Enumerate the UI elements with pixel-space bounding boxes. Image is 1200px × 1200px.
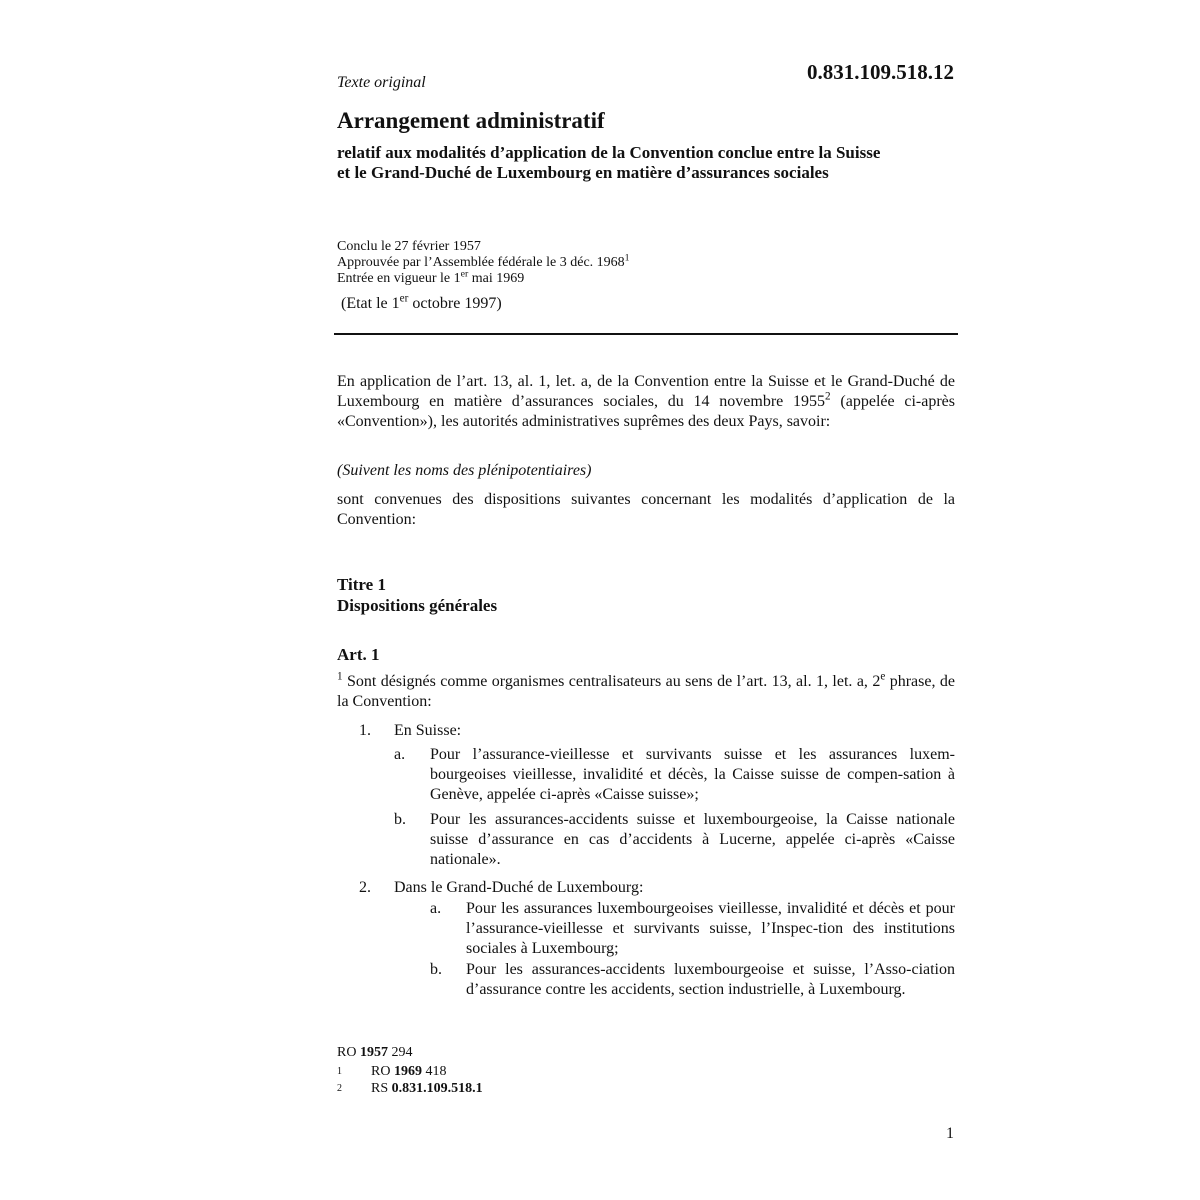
sub-item-letter: b.: [430, 961, 442, 978]
sub-item-text: Pour les assurances-accidents luxembourgeoise et suisse, l’Asso-ciation d’assurance contre les accidents, section industrielle, à Luxembourg.: [466, 961, 955, 998]
list-item-number: 1.: [359, 722, 371, 739]
article-heading: Art. 1: [337, 645, 380, 664]
footnote-mark: 1: [337, 1066, 342, 1077]
document-title: Arrangement administratif: [337, 108, 605, 133]
closing-paragraph: sont convenues des dispositions suivantes concernant les modalités d’application de la Convention:: [337, 491, 955, 528]
status-date: (Etat le 1er octobre 1997): [341, 292, 502, 312]
list-item-label: En Suisse:: [394, 722, 462, 739]
dates-block: [337, 239, 630, 287]
list-item-label: Dans le Grand-Duché de Luxembourg:: [394, 879, 644, 896]
intro-paragraph: En application de l’art. 13, al. 1, let. a, de la Convention entre la Suisse et le Grand-Duché de Luxembourg en matière d’assurances sociales, du 14 novembre 1955$^2$ (appelée ci-après «Convention»), les autorités administratives suprêmes des deux Pays, savoir:: [337, 373, 956, 430]
article-paragraph: $^1$ Sont désignés comme organismes centralisateurs au sens de l’art. 13, al. 1, let. a, 2e phrase, de la Convention:: [337, 670, 955, 710]
sub-item-text: Pour les assurances luxembourgeoises vieillesse, invalidité et décès et pour l’assurance-vieillesse et survivants suisse, l’Inspec-tion des institutions sociales à Luxembourg;: [466, 900, 955, 957]
list-item-number: 2.: [359, 879, 371, 896]
footnote-ref: 1: [624, 252, 630, 264]
official-collection-reference: RO 1957 294: [337, 1045, 413, 1060]
entry-into-force-date: Entrée en vigueur le 1er mai 1969: [337, 268, 525, 286]
horizontal-divider: [334, 333, 958, 335]
footnote-mark: 2: [337, 1083, 342, 1094]
sub-item-letter: a.: [394, 746, 406, 763]
footnote-ref: 2: [825, 390, 831, 403]
alinea-number: 1: [337, 670, 343, 683]
concluded-date: Conclu le 27 février 1957: [337, 239, 481, 254]
sub-item-letter: a.: [430, 900, 442, 917]
document-number: 0.831.109.518.12: [807, 60, 954, 84]
sub-item-text: Pour les assurances-accidents suisse et luxembourgeoise, la Caisse nationale suisse d’assurance en cas d’accidents à Lucerne, appelée ci-après «Caisse nationale».: [430, 811, 955, 868]
footnote: 1 RO 1969 418: [337, 1064, 447, 1079]
footnote: 2 RS 0.831.109.518.1: [337, 1081, 483, 1096]
document-subtitle: relatif aux modalités d’application de la Convention conclue entre la Suisse et le Grand-Duché de Luxembourg en matière d’assurances sociales: [337, 143, 881, 182]
original-text-label: Texte original: [337, 74, 426, 91]
sub-item-text: Pour l’assurance-vieillesse et survivants suisse et les assurances luxem-bourgeoises vieillesse, invalidité et décès, la Caisse suisse de compen-sation à Genève, appelée ci-après «Caisse suisse»;: [430, 746, 955, 803]
page-number: 1: [946, 1125, 954, 1142]
approval-date: Approuvée par l’Assemblée fédérale le 3 déc. 1968$^1$: [337, 252, 630, 270]
plenipotentiaries-note: (Suivent les noms des plénipotentiaires): [337, 462, 592, 479]
sub-item-letter: b.: [394, 811, 406, 828]
titre-heading: Titre 1 Dispositions générales: [337, 575, 498, 615]
